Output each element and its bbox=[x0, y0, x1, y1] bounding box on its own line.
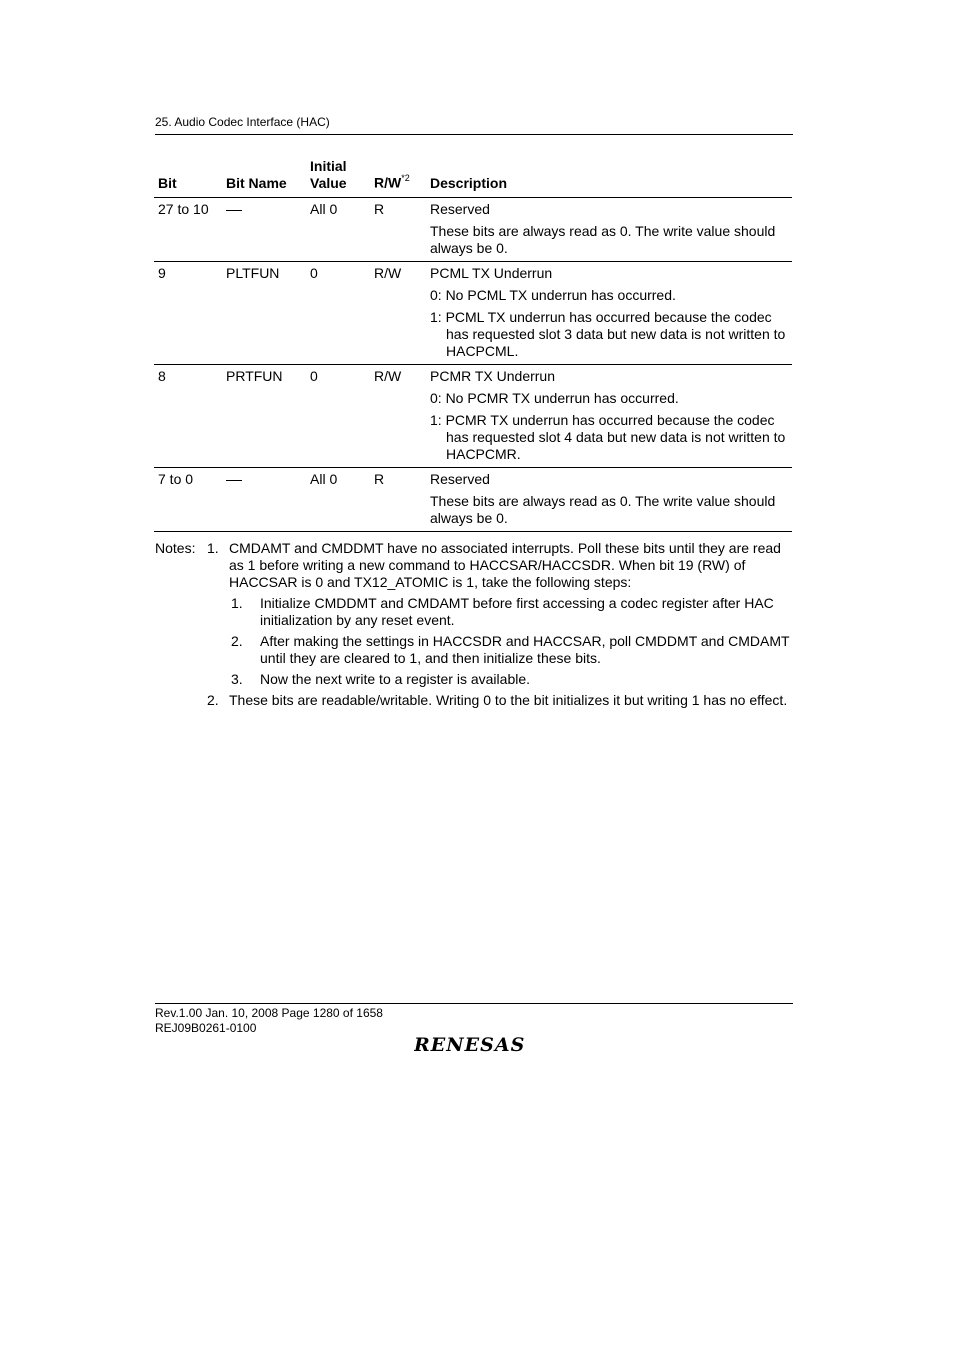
cell-initial: 0 bbox=[306, 365, 370, 468]
desc-line: Reserved bbox=[430, 201, 490, 217]
revision-info: Rev.1.00 Jan. 10, 2008 Page 1280 of 1658 bbox=[155, 1006, 383, 1020]
cell-bit-name: PRTFUN bbox=[222, 365, 306, 468]
header-rw bbox=[370, 158, 426, 198]
header-description: Description bbox=[426, 158, 792, 198]
renesas-logo bbox=[414, 1033, 534, 1058]
desc-line: PCMR TX Underrun bbox=[430, 368, 556, 384]
header-initial-line2: Value bbox=[310, 175, 347, 191]
dash-mark bbox=[226, 210, 242, 211]
header-bit-name: Bit Name bbox=[222, 158, 306, 198]
header-initial-line1: Initial bbox=[310, 158, 347, 174]
desc-line: Reserved bbox=[430, 471, 490, 487]
desc-line: 0: No PCMR TX underrun has occurred. bbox=[430, 390, 679, 406]
note-step bbox=[155, 671, 795, 688]
note-number: 1. bbox=[207, 540, 219, 556]
renesas-logo-graphic bbox=[414, 1033, 534, 1055]
desc-line: 0: No PCML TX underrun has occurred. bbox=[430, 287, 676, 303]
cell-rw: R bbox=[370, 198, 426, 262]
desc-line: These bits are always read as 0. The write value should always be 0. bbox=[430, 223, 776, 256]
section-title: 25. Audio Codec Interface (HAC) bbox=[155, 115, 330, 129]
notes-section bbox=[155, 540, 795, 713]
table-row bbox=[154, 365, 792, 468]
cell-initial: 0 bbox=[306, 262, 370, 365]
step-number: 1. bbox=[231, 595, 243, 611]
header-rw-footnote: *2 bbox=[401, 173, 410, 184]
cell-bit-name bbox=[222, 468, 306, 532]
step-text: Now the next write to a register is available. bbox=[260, 671, 531, 687]
step-number: 3. bbox=[231, 671, 243, 687]
notes-label: Notes: bbox=[155, 540, 196, 556]
cell-description bbox=[426, 365, 792, 468]
cell-bit-name: PLTFUN bbox=[222, 262, 306, 365]
cell-description bbox=[426, 198, 792, 262]
cell-description bbox=[426, 262, 792, 365]
table-row bbox=[154, 198, 792, 262]
desc-line: 1: PCMR TX underrun has occurred because the codec has requested slot 4 data but new data is not written to HACPCMR. bbox=[430, 412, 786, 462]
cell-bit-name bbox=[222, 198, 306, 262]
cell-bit: 8 bbox=[154, 365, 222, 468]
page-header bbox=[155, 115, 793, 135]
table-header-row bbox=[154, 158, 792, 198]
cell-description bbox=[426, 468, 792, 532]
document-number: REJ09B0261-0100 bbox=[155, 1021, 257, 1035]
register-bit-table bbox=[154, 158, 792, 532]
step-number: 2. bbox=[231, 633, 243, 649]
desc-line: 1: PCML TX underrun has occurred because the codec has requested slot 3 data but new data is not written to HACPCML. bbox=[430, 309, 786, 359]
cell-rw: R bbox=[370, 468, 426, 532]
table-row bbox=[154, 468, 792, 532]
note-1 bbox=[155, 540, 795, 591]
header-rw-label: R/W bbox=[374, 175, 402, 191]
cell-rw: R/W bbox=[370, 262, 426, 365]
note-step bbox=[155, 595, 795, 629]
cell-bit: 9 bbox=[154, 262, 222, 365]
note-number: 2. bbox=[207, 692, 219, 708]
note-text: These bits are readable/writable. Writing 0 to the bit initializes it but writing 1 has no effect. bbox=[229, 692, 788, 708]
step-text: After making the settings in HACCSDR and HACCSAR, poll CMDDMT and CMDAMT until they are cleared to 1, and then initialize these bits. bbox=[260, 633, 790, 666]
header-bit: Bit bbox=[154, 158, 222, 198]
cell-initial: All 0 bbox=[306, 468, 370, 532]
cell-initial: All 0 bbox=[306, 198, 370, 262]
dash-mark bbox=[226, 480, 242, 481]
step-text: Initialize CMDDMT and CMDAMT before first accessing a codec register after HAC initialization by any reset event. bbox=[260, 595, 774, 628]
page-footer bbox=[155, 1003, 793, 1036]
cell-rw: R/W bbox=[370, 365, 426, 468]
logo-wordmark: RENESAS bbox=[414, 1034, 526, 1055]
cell-bit: 27 to 10 bbox=[154, 198, 222, 262]
desc-line: PCML TX Underrun bbox=[430, 265, 553, 281]
desc-line: These bits are always read as 0. The write value should always be 0. bbox=[430, 493, 776, 526]
cell-bit: 7 to 0 bbox=[154, 468, 222, 532]
note-2 bbox=[155, 692, 795, 709]
table-row bbox=[154, 262, 792, 365]
header-initial-value bbox=[306, 158, 370, 198]
note-step bbox=[155, 633, 795, 667]
note-text: CMDAMT and CMDDMT have no associated interrupts. Poll these bits until they are read as 1 before writing a new command to HACCSAR/HACCSDR. When bit 19 (RW) of HACCSAR is 0 and TX12_ATOMIC is 1, take the following steps: bbox=[229, 540, 781, 590]
